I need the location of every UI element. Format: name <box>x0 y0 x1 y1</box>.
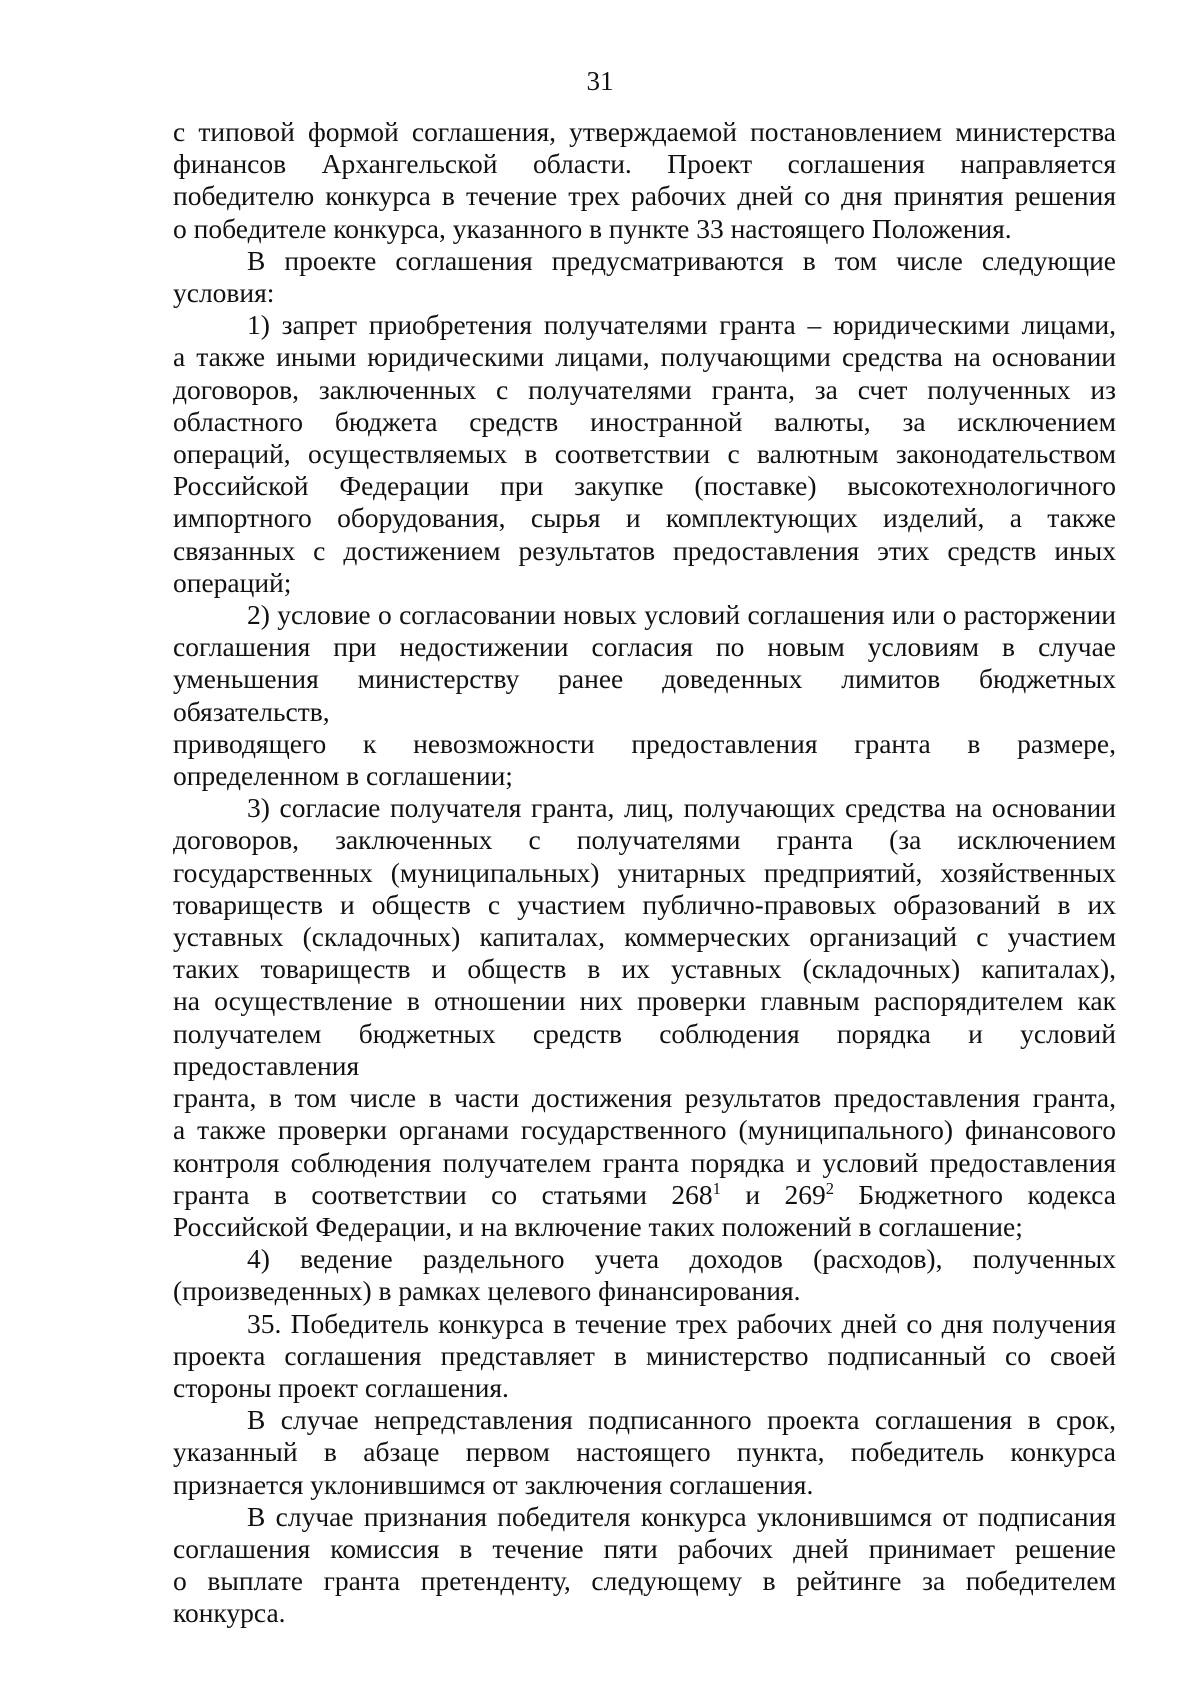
statute-reference-line <box>173 1179 1116 1211</box>
text-line: победителю конкурса в течение трех рабочих дней со дня принятия решения <box>173 180 1116 212</box>
text-line: а также проверки органами государственного (муниципального) финансового <box>173 1114 1116 1146</box>
text-line: приводящего к невозможности предоставления гранта в размере, <box>173 727 1116 759</box>
paragraph-item-35 <box>173 1308 1116 1405</box>
text-line: с типовой формой соглашения, утверждаемой постановлением министерства <box>173 116 1116 147</box>
text-line: конкурса. <box>173 1597 286 1629</box>
text-line: о победителе конкурса, указанного в пункте 33 настоящего Положения. <box>173 212 1012 244</box>
text-line: получателем бюджетных средств соблюдения порядка и условий предоставления <box>173 1017 1116 1081</box>
text-line: указанный в абзаце первом настоящего пункта, победитель конкурса <box>173 1436 1116 1468</box>
text-line: уставных (складочных) капиталах, коммерческих организаций с участием <box>173 921 1116 953</box>
text-line: 2) условие о согласовании новых условий соглашения или о расторжении <box>247 599 1116 631</box>
text-line: договоров, заключенных с получателями гранта, за счет полученных из <box>173 373 1116 405</box>
text-line: стороны проект соглашения. <box>173 1371 509 1403</box>
text-line: а также иными юридическими лицами, получающими средства на основании <box>173 341 1116 373</box>
text-line: областного бюджета средств иностранной валюты, за исключением <box>173 405 1116 437</box>
text-line: 1) запрет приобретения получателями гранта – юридическими лицами, <box>247 309 1116 341</box>
text-line: финансов Архангельской области. Проект соглашения направляется <box>173 148 1116 180</box>
paragraph-agreement-form <box>173 116 1116 245</box>
text-line: В случае непредставления подписанного проекта соглашения в срок, <box>247 1404 1116 1436</box>
paragraph-condition-2 <box>173 599 1116 792</box>
statute-text-after: Бюджетного кодекса <box>833 1178 1116 1210</box>
text-line: о выплате гранта претенденту, следующему в рейтинге за победителем <box>173 1565 1116 1597</box>
text-line: импортного оборудования, сырья и комплектующих изделий, а также <box>173 502 1116 534</box>
text-line: государственных (муниципальных) унитарных предприятий, хозяйственных <box>173 856 1116 888</box>
paragraph-agreement-conditions-intro <box>173 245 1116 309</box>
text-line: условия: <box>173 277 275 309</box>
text-line: Российской Федерации, и на включение таких положений в соглашение; <box>173 1210 1023 1242</box>
text-line: операций; <box>173 566 292 598</box>
statute-text-middle: и 269 <box>720 1178 826 1210</box>
paragraph-condition-4 <box>173 1243 1116 1307</box>
page-number: 31 <box>586 66 614 96</box>
paragraph-non-submission <box>173 1404 1116 1501</box>
paragraph-condition-1 <box>173 309 1116 599</box>
text-line: В случае признания победителя конкурса уклонившимся от подписания <box>247 1500 1116 1532</box>
text-line: контроля соблюдения получателем гранта порядка и условий предоставления <box>173 1146 1116 1178</box>
paragraph-winner-evasion <box>173 1501 1116 1630</box>
article-superscript-2: 2 <box>825 1178 834 1198</box>
text-line: товариществ и обществ с участием публично-правовых образований в их <box>173 888 1116 920</box>
text-line: 35. Победитель конкурса в течение трех рабочих дней со дня получения <box>247 1307 1116 1339</box>
text-line: соглашения при недостижении согласия по новым условиям в случае <box>173 631 1116 663</box>
text-line: уменьшения министерству ранее доведенных лимитов бюджетных обязательств, <box>173 663 1116 727</box>
text-line: Российской Федерации при закупке (поставке) высокотехнологичного <box>173 470 1116 502</box>
text-line: В проекте соглашения предусматриваются в том числе следующие <box>247 244 1116 276</box>
text-line: определенном в соглашении; <box>173 760 513 792</box>
paragraph-condition-3 <box>173 792 1116 1243</box>
text-line: признается уклонившимся от заключения соглашения. <box>173 1468 814 1500</box>
text-line: на осуществление в отношении них проверки главным распорядителем как <box>173 985 1116 1017</box>
text-line: таких товариществ и обществ в их уставных (складочных) капиталах), <box>173 953 1116 985</box>
document-body <box>173 116 1116 1630</box>
statute-text-before: гранта в соответствии со статьями 268 <box>173 1178 713 1210</box>
text-line: (произведенных) в рамках целевого финансирования. <box>173 1275 801 1307</box>
text-line: 3) согласие получателя гранта, лиц, получающих средства на основании <box>247 792 1116 824</box>
text-line: соглашения комиссия в течение пяти рабочих дней принимает решение <box>173 1532 1116 1564</box>
article-superscript-1: 1 <box>712 1178 721 1198</box>
text-line: гранта, в том числе в части достижения результатов предоставления гранта, <box>173 1082 1116 1114</box>
text-line: проекта соглашения представляет в министерство подписанный со своей <box>173 1339 1116 1371</box>
text-line: связанных с достижением результатов предоставления этих средств иных <box>173 534 1116 566</box>
text-line: операций, осуществляемых в соответствии с валютным законодательством <box>173 438 1116 470</box>
text-line: 4) ведение раздельного учета доходов (расходов), полученных <box>247 1243 1116 1275</box>
text-line: договоров, заключенных с получателями гранта (за исключением <box>173 824 1116 856</box>
